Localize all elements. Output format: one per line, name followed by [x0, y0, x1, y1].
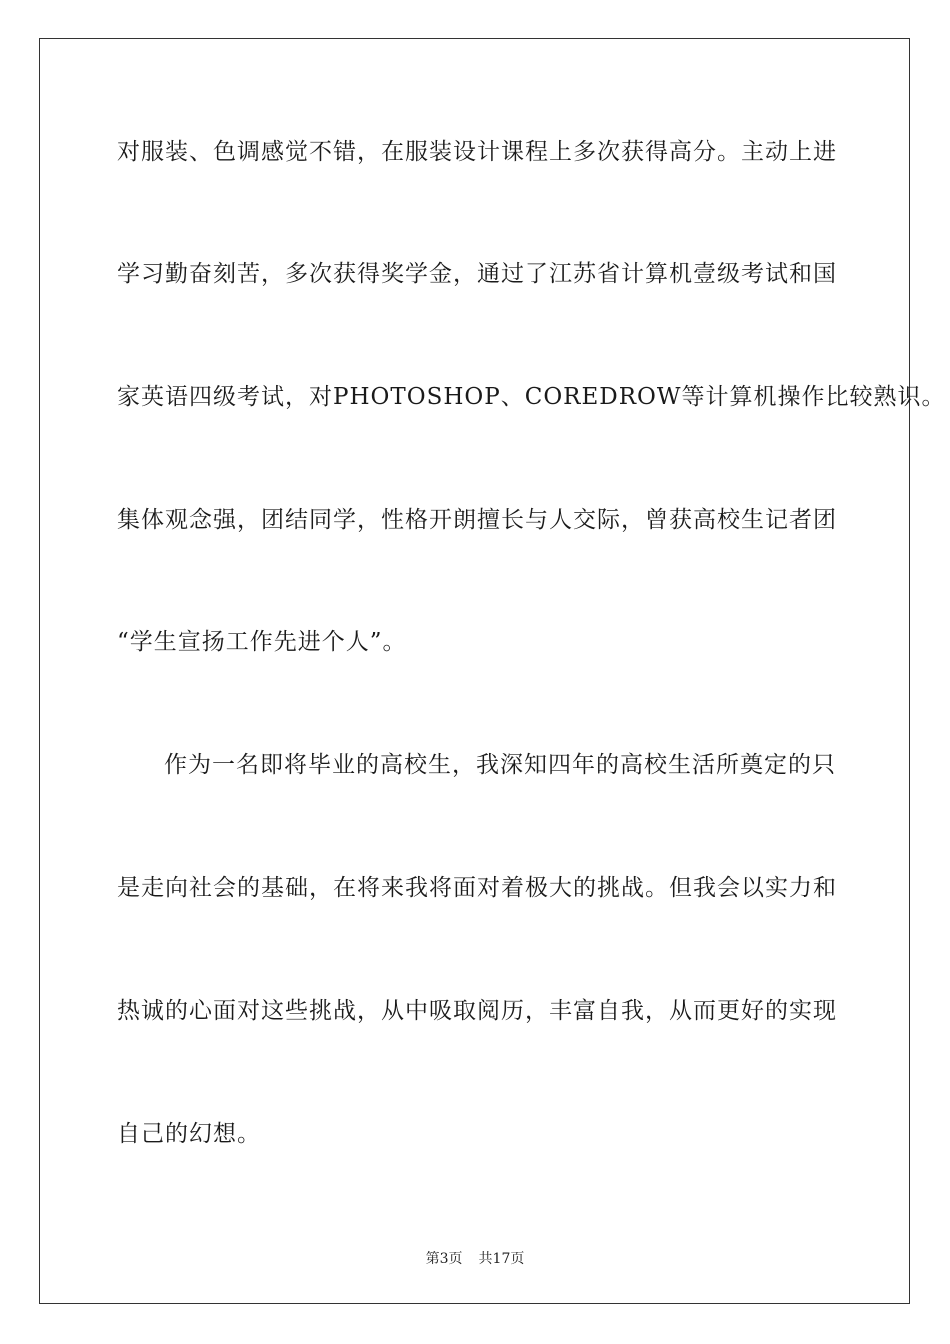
- page-number: 第3页: [425, 1251, 463, 1267]
- paragraph-line: 对服装、色调感觉不错，在服装设计课程上多次获得高分。主动上进: [117, 139, 837, 165]
- page-footer: [0, 1248, 950, 1268]
- paragraph-line: 家英语四级考试，对PHOTOSHOP、COREDROW等计算机操作比较熟识。: [117, 384, 946, 410]
- paragraph-line: “学生宣扬工作先进个人”。: [117, 629, 407, 655]
- paragraph-line: 作为一名即将毕业的高校生，我深知四年的高校生活所奠定的只: [164, 752, 836, 778]
- paragraph-line: 学习勤奋刻苦，多次获得奖学金，通过了江苏省计算机壹级考试和国: [117, 261, 837, 287]
- paragraph-line: 集体观念强，团结同学，性格开朗擅长与人交际，曾获高校生记者团: [117, 507, 837, 533]
- paragraph-line: 是走向社会的基础，在将来我将面对着极大的挑战。但我会以实力和: [117, 875, 837, 901]
- paragraph-line: 热诚的心面对这些挑战，从中吸取阅历，丰富自我，从而更好的实现: [117, 998, 837, 1024]
- page-frame: [39, 38, 946, 1304]
- paragraph-line: 自己的幻想。: [117, 1121, 261, 1147]
- page-total: 共17页: [478, 1251, 525, 1267]
